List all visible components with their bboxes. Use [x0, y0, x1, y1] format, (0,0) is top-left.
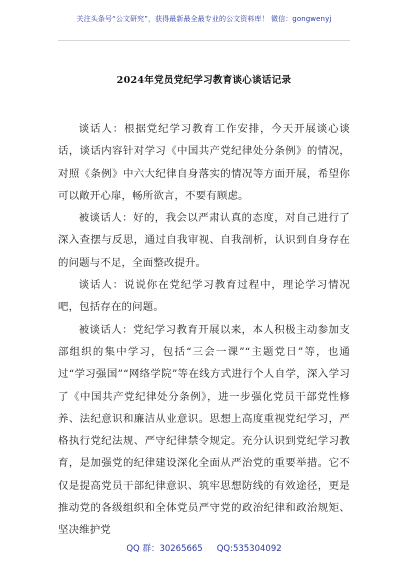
- document-title: 2024年党员党纪学习教育谈心谈话记录: [116, 75, 292, 86]
- footer-contact: [0, 542, 408, 554]
- footer-qq-group: QQ 群：30265665: [126, 544, 203, 554]
- footer-qq: QQ:535304092: [216, 544, 282, 554]
- paragraph: 被谈话人：好的，我会以严肃认真的态度，对自己进行了深入查摆与反思，通过自我审视、自我剖析，认识到自身存在的问题与不足，全面整改提升。: [58, 212, 350, 269]
- paragraph: 被谈话人：党纪学习教育开展以来，本人积极主动参加支部组织的集中学习，包括“三会一课”“主题党日”等，也通过“学习强国”“网络学院”等在线方式进行个人自学，深入学习了《中国共产党纪律处分条例》，进一步强化党员干部党性修养、法纪意识和廉洁从业意识。思想上高度重视党纪学习，严格执行党纪法规、严守纪律禁令规定。充分认识到党纪学习教育，是加强党的纪律建设深化全面从严治党的重要举措。它不仅是提高党员干部纪律意识、筑牢思想防线的有效途径，更是推动党的各级组织和全体党员严守党的政治纪律和政治规矩、坚决维护党: [58, 323, 350, 537]
- header-promo-note: 关注头条号“公文研究”，获得最新最全最专业的公文资料库！ 微信：gongwenyj: [76, 15, 332, 23]
- header-divider: [58, 40, 350, 41]
- paragraph: 谈话人：根据党纪学习教育工作安排，今天开展谈心谈话，谈话内容针对学习《中国共产党纪律处分条例》的情况，对照《条例》中六大纪律自身落实的情况等方面开展，希望你可以敞开心扉，畅所欲言，不要有顾虑。: [58, 123, 350, 202]
- document-body: [58, 118, 350, 542]
- paragraph: 谈话人：说说你在党纪学习教育过程中，理论学习情况吧，包括存在的问题。: [58, 279, 350, 314]
